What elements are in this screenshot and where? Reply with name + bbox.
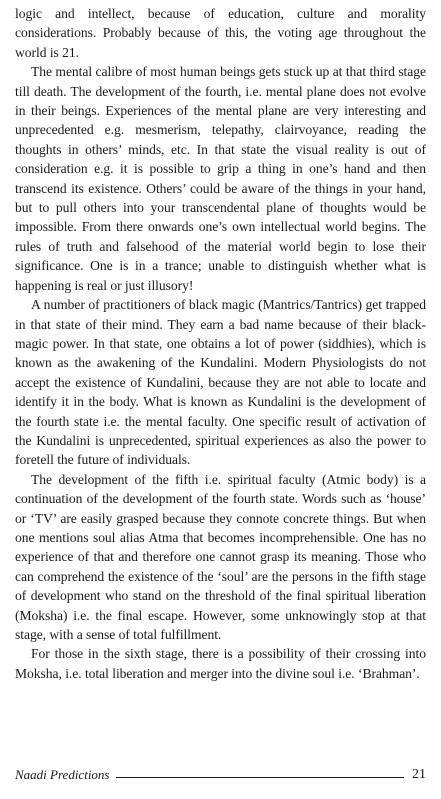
page-number: 21 (412, 767, 426, 782)
page-footer (15, 765, 426, 785)
paragraph-mental-calibre: The mental calibre of most human beings gets stuck up at that third stage till death. The development of the fourth, i.e. mental plane does not evolve in their beings. Experiences of the mental plane are very interesting and unprecedented e.g. mesmerism, telepathy, clairvoyance, reading the thoughts in others’ minds, etc. In that state the visual reality is out of consideration e.g. it is possible to grip a thing in one’s hand and then transcend its existence. Others’ could be aware of the things in your hand, but to pull others into your transcendental plane of thoughts would be impossible. From there onwards one’s own intellectual world begins. The rules of truth and falsehood of the material world begin to lose their significance. One is in a trance; unable to distinguish whether what is happening is real or just illusory! (15, 64, 426, 293)
paragraph-sixth-stage: For those in the sixth stage, there is a possibility of their crossing into Moksha, i.e. total liberation and merger into the divine soul i.e. ‘Brahman’. (15, 646, 426, 681)
running-title: Naadi Predictions (15, 767, 110, 782)
paragraph-fifth-stage: The development of the fifth i.e. spiritual faculty (Atmic body) is a continuation of the development of the fourth state. Words such as ‘house’ or ‘TV’ are easily grasped because they connote concrete things. But when one mentions soul alias Atma that becomes incomprehensible. One has no experience of that and therefore one cannot grasp its meaning. Those who can comprehend the existence of the ‘soul’ are the persons in the fifth stage of development who stand on the threshold of the final spiritual liberation (Moksha) i.e. the final escape. However, some unknowingly stop at that stage, with a sense of total fulfillment. (15, 471, 426, 642)
paragraph-black-magic: A number of practitioners of black magic (Mantrics/Tantrics) get trapped in that state of their mind. They earn a bad name because of their black-magic power. In that state, one obtains a lot of power (siddhies), which is known as the awakening of the Kundalini. Modern Physiologists do not accept the existence of Kundalini, because they are not able to locate and identify it in the body. What is known as Kundalini is the development of the fourth state i.e. the mental faculty. One specific result of activation of the Kundalini is unprecedented, spiritual experiences as also the power to foretell the future of individuals. (15, 297, 426, 468)
body-text (15, 4, 426, 683)
footer-rule (116, 777, 405, 778)
paragraph-continuation: logic and intellect, because of education, culture and morality considerations. Probably because of this, the voting age throughout the world is 21. (15, 6, 426, 60)
